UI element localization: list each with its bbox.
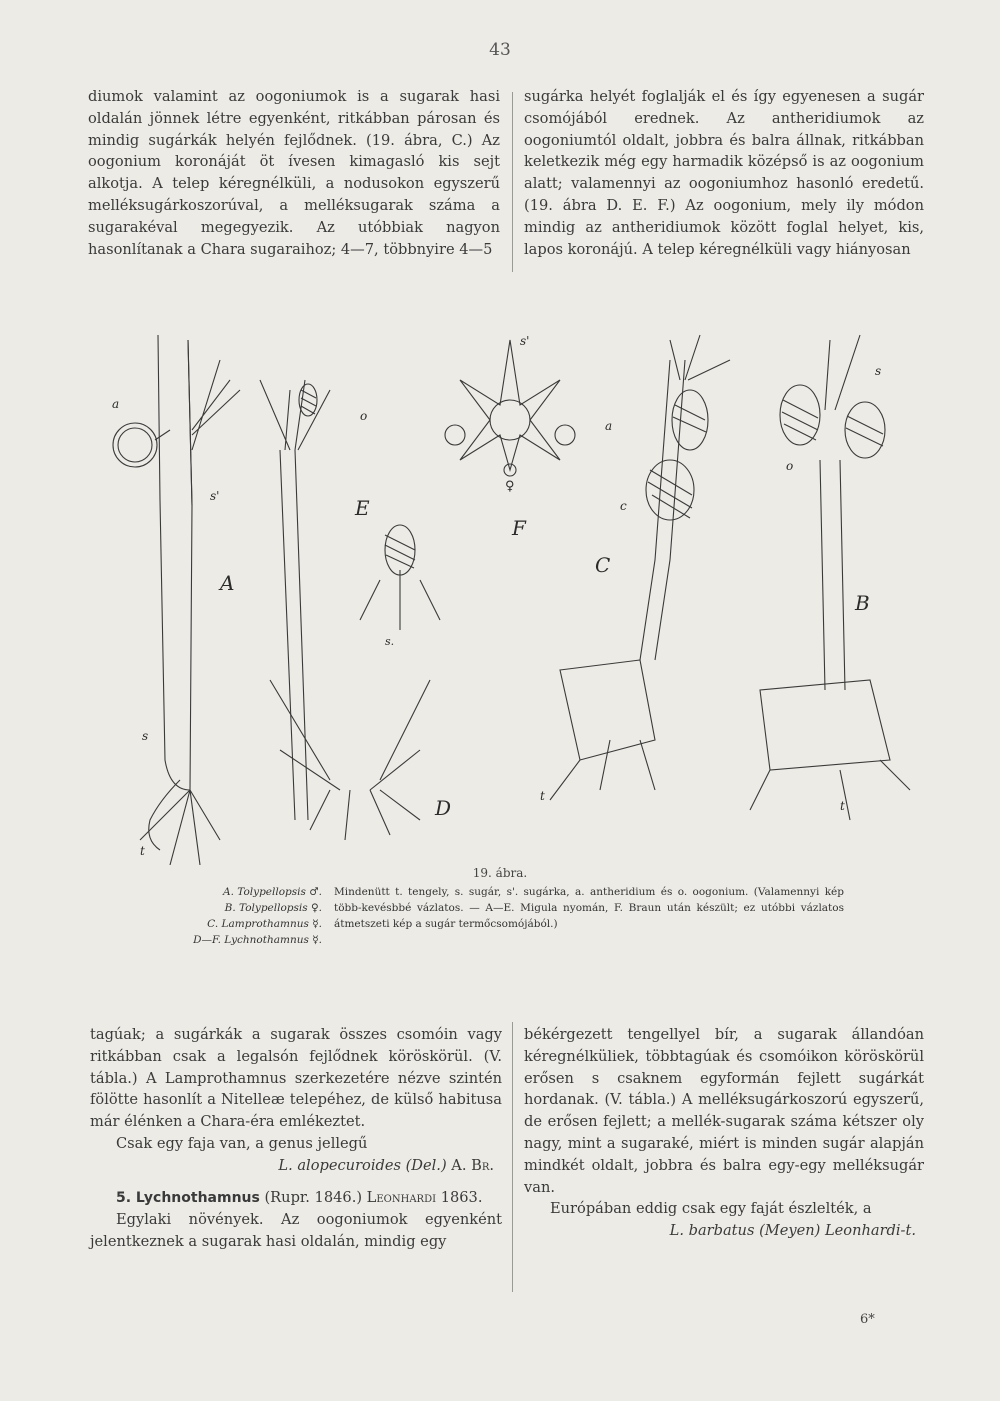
signature-mark: 6* [860,1312,875,1327]
panel-label-d: D [435,796,452,820]
label-t-c: t [540,789,545,803]
panel-label-e: E [355,496,370,520]
column-rule-bottom [512,1022,513,1292]
legend-item: D—F. Lychnothamnus ☿. [193,934,322,946]
bottom-left-column [90,1024,502,1253]
heading-year: 1863. [440,1188,483,1206]
label-c-c: c [620,499,627,513]
species-line [90,1155,502,1177]
label-s-prime: s' [210,489,220,503]
label-o: o [360,409,368,423]
paragraph: Európában eddig csak egy faját észlelték, a [550,1200,872,1218]
label-female: ♀ [505,479,515,494]
bottom-right-column [524,1024,924,1242]
heading-genus: 5. Lychnothamnus [116,1189,260,1206]
species-line: L. barbatus (Meyen) Leonhardi-t. [669,1222,916,1240]
panel-label-f: F [512,516,526,540]
paragraph: sugárka helyét foglalják el és így egyenesen a sugár csomójából erednek. Az antheridiumok az oogoniumtól oldalt, jobbra és balra állnak, ritkábban keletkezik még egy harmadik középső is az oogonium alatt; valamennyi az oogoniumhoz hasonló eredetű. (19. ábra D. E. F.) Az oogonium, mely ily módon mindig az antheridiumok között foglal helyet, kis, lapos koronájú. A telep kéregnélküli vagy hiányosan [524,88,924,258]
legend-item: C. Lamprothamnus ☿. [207,918,322,930]
panel-b-drawing [750,335,910,820]
panel-label-a: A [220,571,235,595]
species-name: L. alopecuroides (Del.) [278,1156,447,1174]
top-right-column [524,86,924,260]
paragraph: Egylaki növények. Az oogoniumok egyenként jelentkeznek a sugarak hasi oldalán, mindig egy [90,1211,502,1251]
figure-legend [132,884,322,948]
top-left-column [88,86,500,260]
panel-f-drawing [445,340,575,476]
figure-19 [80,320,940,865]
figure-illustration [80,320,940,865]
column-rule-top [512,92,513,272]
label-s-b: s [875,364,882,378]
panel-label-b: B [855,591,870,615]
heading-author: Leonhardi [366,1188,437,1206]
figure-title: 19. ábra. [472,866,528,880]
panel-c-drawing [550,335,730,800]
section-heading [90,1187,502,1210]
heading-citation: (Rupr. 1846.) [264,1188,363,1206]
species-author: A. Br. [451,1156,494,1174]
panel-e-drawing [260,380,440,840]
label-t-b: t [840,799,845,813]
label-s-f: s' [520,334,530,348]
label-a-c: a [605,419,613,433]
page-number: 43 [489,40,511,60]
label-s: s [142,729,149,743]
panel-label-c: C [595,553,611,577]
figure-caption: Mindenütt t. tengely, s. sugár, s'. sugárka, a. antheridium és o. oogonium. (Valamennyi kép több-kevésbbé vázlatos. — A—E. Migula nyomán, F. Braun után készült; ez utóbbi vázlatos átmetszeti kép a sugár termőcsomójából.) [334,886,844,930]
label-a: a [112,397,120,411]
paragraph: tagúak; a sugárkák a sugarak összes csomóin vagy ritkábban csak a legalsón fejlődnek köröskörül. (V. tábla.) A Lamprothamnus szerkezetére nézve szintén fölötte hasonlít a Nitelleæ telepéhez, de külső habitusa már élénken a Chara-éra emlékeztet. [90,1026,502,1131]
paragraph: diumok valamint az oogoniumok is a sugarak hasi oldalán jönnek létre egyenként, ritkábban párosan és mindig sugárkák helyén fejlődnek. (19. ábra, C.) Az oogonium koronáját öt ívesen kimagasló kis sejt alkotja. A telep kéregnélküli, a nodusokon egyszerű melléksugárkoszorúval, a melléksugarak száma a sugarakéval megegyezik. Az utóbbiak nagyon hasonlítanak a Chara sugaraihoz; 4—7, többnyire 4—5 [88,88,500,258]
label-t: t [140,844,145,858]
legend-item: B. Tolypellopsis ♀. [224,902,322,914]
panel-a-drawing [113,335,240,865]
label-s-dot: s. [385,635,395,648]
paragraph: Csak egy faja van, a genus jellegű [116,1134,368,1152]
paragraph: békérgezett tengellyel bír, a sugarak állandóan kéregnélküliek, többtagúak és csomóikon köröskörül erősen s csaknem egyformán fejlett sugárkát hordanak. (V. tábla.) A melléksugárkoszorú egyszerű, de erősen fejlett; a mellék-sugarak száma kétszer oly nagy, mint a sugaraké, miért is minden sugár alapján mindkét oldalt, jobbra és balra egy-egy melléksugár van. [524,1026,924,1196]
legend-item: A. Tolypellopsis ♂. [223,886,322,898]
label-o-b: o [786,459,794,473]
